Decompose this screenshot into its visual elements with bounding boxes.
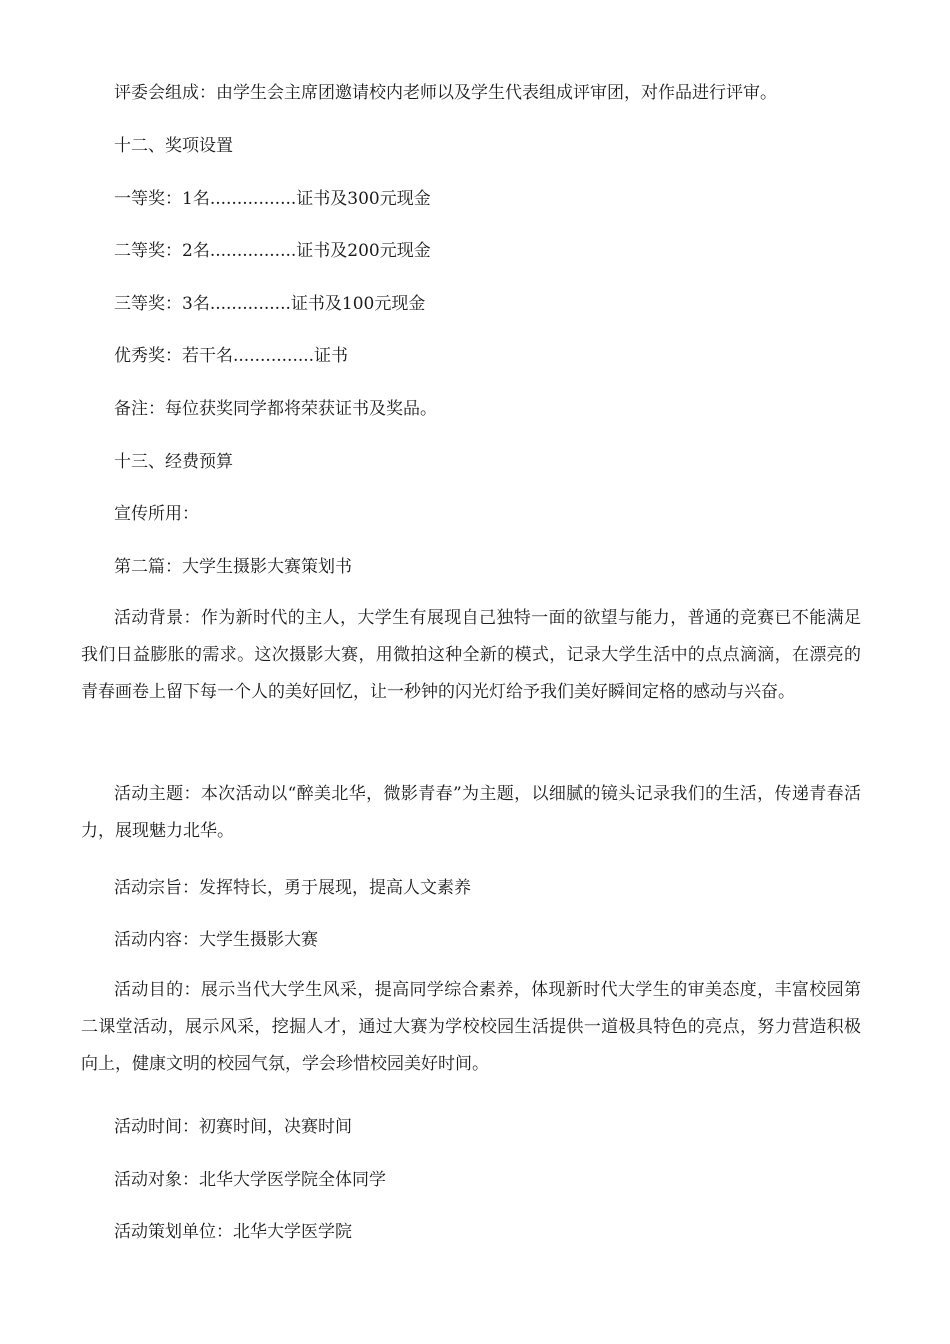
excellence-prize-line: 优秀奖：若干名...............证书 xyxy=(114,346,349,366)
first-prize-line: 一等奖：1名................证书及300元现金 xyxy=(114,189,431,209)
second-prize-line: 二等奖：2名................证书及200元现金 xyxy=(114,241,431,261)
activity-time-line: 活动时间：初赛时间，决赛时间 xyxy=(114,1117,352,1137)
third-prize-line: 三等奖：3名...............证书及100元现金 xyxy=(114,294,426,314)
activity-goal-paragraph: 活动目的：展示当代大学生风采，提高同学综合素养，体现新时代大学生的审美态度，丰富校园第二课堂活动，展示风采，挖掘人才，通过大赛为学校校园生活提供一道极具特色的亮点，努力营造积极向上，健康文明的校园气氛，学会珍惜校园美好时间。 xyxy=(81,980,861,1074)
activity-organizer-line: 活动策划单位：北华大学医学院 xyxy=(114,1222,352,1242)
publicity-cost-line: 宣传所用： xyxy=(114,504,199,524)
remark-line: 备注：每位获奖同学都将荣获证书及奖品。 xyxy=(114,399,437,419)
section-thirteen-heading: 十三、经费预算 xyxy=(114,452,233,472)
activity-background-paragraph: 活动背景：作为新时代的主人，大学生有展现自己独特一面的欲望与能力，普通的竞赛已不能满足我们日益膨胀的需求。这次摄影大赛，用微拍这种全新的模式，记录大学生活中的点点滴滴，在漂亮的青春画卷上留下每一个人的美好回忆，让一秒钟的闪光灯给予我们美好瞬间定格的感动与兴奋。 xyxy=(81,608,861,702)
activity-target-line: 活动对象：北华大学医学院全体同学 xyxy=(114,1170,386,1190)
jury-composition-line: 评委会组成：由学生会主席团邀请校内老师以及学生代表组成评审团，对作品进行评审。 xyxy=(114,83,777,103)
activity-content-line: 活动内容：大学生摄影大赛 xyxy=(114,930,318,950)
activity-theme-paragraph: 活动主题：本次活动以“醉美北华，微影青春”为主题，以细腻的镜头记录我们的生活，传递青春活力，展现魅力北华。 xyxy=(81,784,861,841)
activity-purpose-line: 活动宗旨：发挥特长，勇于展现，提高人文素养 xyxy=(114,878,471,898)
chapter-two-title: 第二篇：大学生摄影大赛策划书 xyxy=(114,557,352,577)
section-twelve-heading: 十二、奖项设置 xyxy=(114,136,233,156)
